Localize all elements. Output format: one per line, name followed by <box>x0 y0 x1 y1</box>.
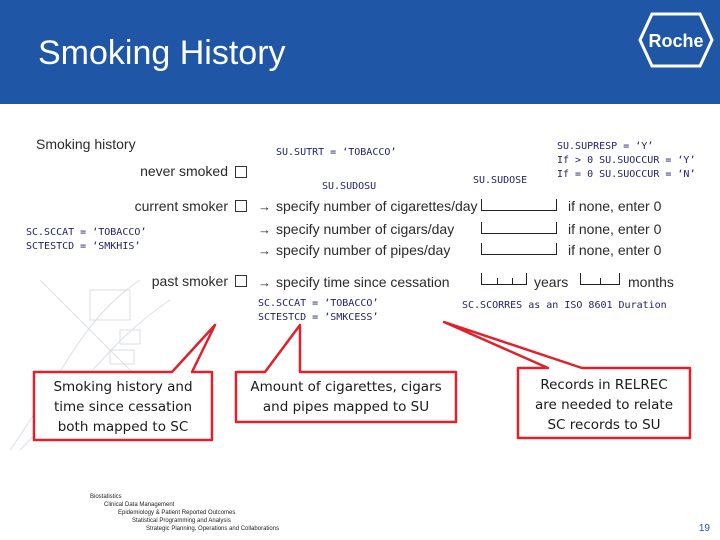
supresp-line-1: SU.SUPRESP = ‘Y’ <box>557 141 654 152</box>
years-label: years <box>534 274 569 290</box>
specify-pipes: specify number of pipes/day <box>276 242 451 258</box>
annotation-sutrt: SU.SUTRT = ‘TOBACCO’ <box>276 147 397 158</box>
specify-cigars: specify number of cigars/day <box>276 221 455 237</box>
slide-title: Smoking History <box>38 34 286 72</box>
callout-sc-line-1: Smoking history and <box>53 379 193 395</box>
arrow-icon: → <box>258 243 271 258</box>
supresp-line-3: If = 0 SU.SUOCCUR = ‘N’ <box>557 169 696 180</box>
sc-smkcess-line-2: SCTESTCD = ‘SMKCESS’ <box>258 312 379 323</box>
footer-item: Strategic Planning, Operations and Collaborations <box>146 526 280 532</box>
footer-item: Statistical Programming and Analysis <box>132 518 231 524</box>
callout-sc <box>36 377 210 437</box>
sc-smkhis-line-1: SC.SCCAT = ‘TOBACCO’ <box>26 227 147 238</box>
footer-item: Epidemiology & Patient Reported Outcomes <box>118 510 236 516</box>
callout-relrec-line-1: Records in RELREC <box>540 377 668 393</box>
callout-relrec-line-2: are needed to relate <box>534 397 674 413</box>
callout-relrec <box>520 375 688 435</box>
arrow-icon: → <box>258 275 271 290</box>
label-never-smoked: never smoked <box>140 163 228 179</box>
arrow-icon: → <box>258 199 271 214</box>
label-current-smoker: current smoker <box>134 198 228 214</box>
callout-relrec-line-3: SC records to SU <box>547 417 661 433</box>
supresp-line-2: If > 0 SU.SUOCCUR = ‘Y’ <box>557 155 696 166</box>
page-number: 19 <box>698 523 710 534</box>
roche-logo-text: Roche <box>648 31 704 51</box>
months-label: months <box>628 274 674 290</box>
if-none-pipes: if none, enter 0 <box>568 242 662 258</box>
callout-su-line-1: Amount of cigarettes, cigars <box>250 379 442 395</box>
sc-smkhis-line-2: SCTESTCD = ‘SMKHIS’ <box>26 241 141 252</box>
if-none-cigars: if none, enter 0 <box>568 221 662 237</box>
specify-cigarettes: specify number of cigarettes/day <box>276 198 478 214</box>
callout-su-line-2: and pipes mapped to SU <box>262 399 430 415</box>
annotation-scorres: SC.SCORRES as an ISO 8601 Duration <box>462 300 667 311</box>
callout-sc-line-2: time since cessation <box>53 399 193 415</box>
sc-smkcess-line-1: SC.SCCAT = ‘TOBACCO’ <box>258 298 379 309</box>
if-none-cigarettes: if none, enter 0 <box>568 198 662 214</box>
footer-item: Biostatistics <box>90 494 122 500</box>
footer-item: Clinical Data Management <box>104 502 175 508</box>
arrow-icon: → <box>258 222 271 237</box>
label-past-smoker: past smoker <box>151 273 228 289</box>
specify-time-since-cessation: specify time since cessation <box>276 274 450 290</box>
callout-sc-line-3: both mapped to SC <box>57 419 189 435</box>
form-title: Smoking history <box>36 136 136 152</box>
footer-department-list <box>90 493 279 533</box>
annotation-sudosu: SU.SUDOSU <box>322 181 377 192</box>
callout-su <box>238 377 454 417</box>
annotation-sudose: SU.SUDOSE <box>473 175 528 186</box>
